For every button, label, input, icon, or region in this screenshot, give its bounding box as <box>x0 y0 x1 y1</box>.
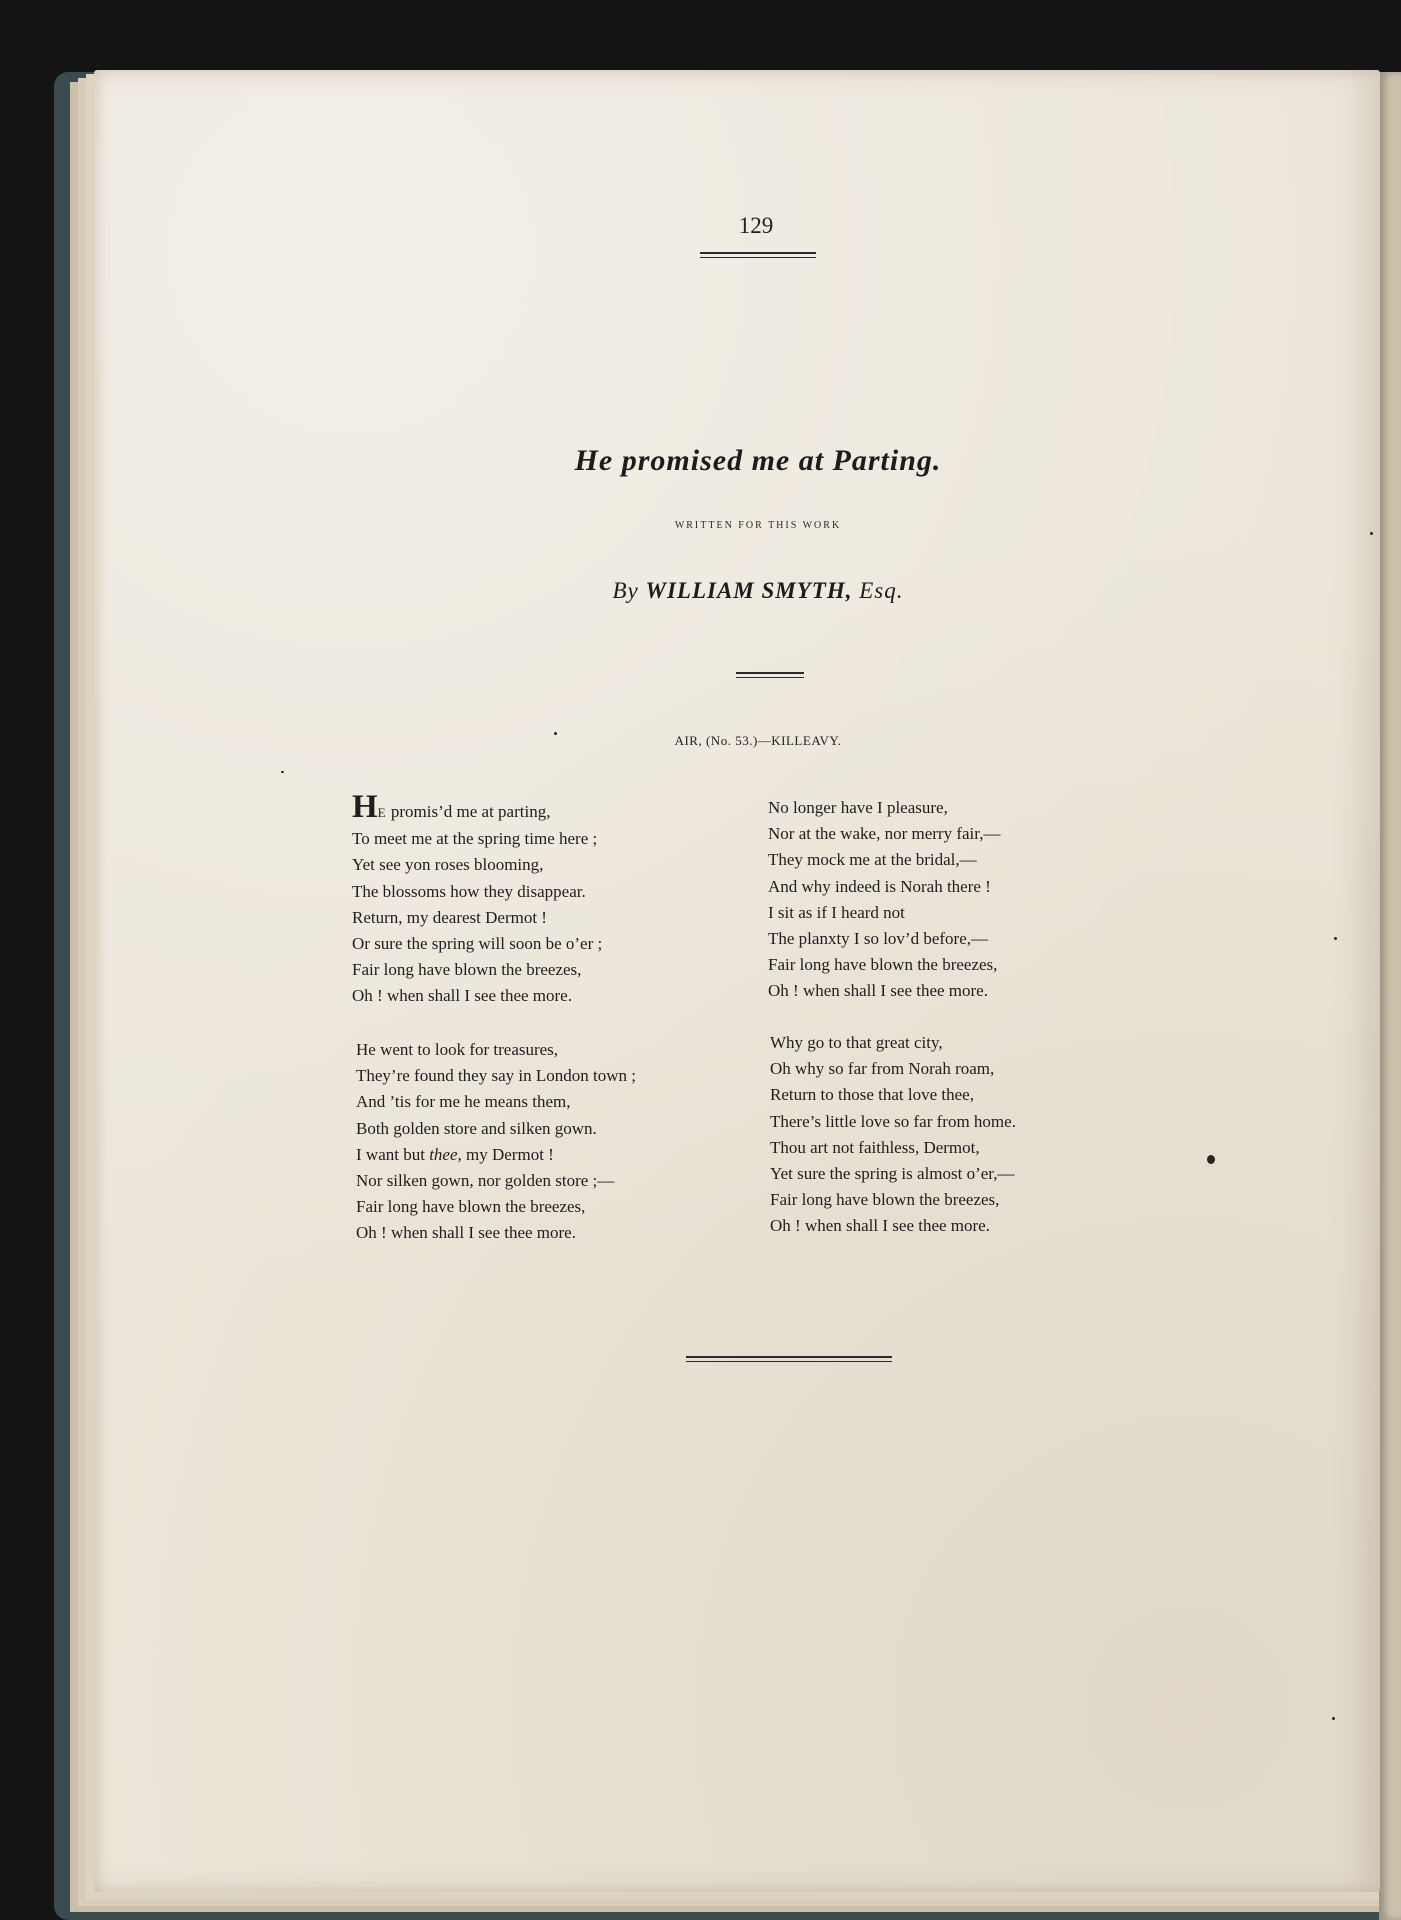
stanza-line: And ’tis for me he means them, <box>356 1092 571 1112</box>
air-line: AIR, (No. 53.)—KILLEAVY. <box>674 733 842 748</box>
right-page-stack <box>1379 72 1401 1920</box>
stanza-line: Why go to that great city, <box>770 1033 943 1052</box>
stanza-line: Fair long have blown the breezes, <box>356 1197 586 1217</box>
ink-speck <box>1370 532 1373 535</box>
section-rule <box>736 672 804 678</box>
stanza-line: Nor at the wake, nor merry fair,— <box>768 824 1001 844</box>
ink-speck <box>1207 1155 1215 1164</box>
stanza-2 <box>356 1037 636 1247</box>
stanza-line: Oh ! when shall I see thee more. <box>770 1216 990 1236</box>
stanza-line <box>352 789 602 826</box>
stanza-line: Oh ! when shall I see thee more. <box>768 981 988 1001</box>
stanza-line: Oh why so far from Norah roam, <box>770 1059 995 1079</box>
stanza-line: Both golden store and silken gown. <box>356 1118 597 1138</box>
line-text: my Dermot ! <box>461 1144 554 1164</box>
stanza-line: Return to those that love thee, <box>770 1085 974 1105</box>
stanza-4 <box>770 1030 1016 1240</box>
stanza-line: The planxty I so lov’d before,— <box>768 929 988 949</box>
ink-speck <box>1332 1717 1335 1720</box>
line-text: I want but <box>356 1144 430 1164</box>
stanza-line: They mock me at the bridal,— <box>768 850 977 870</box>
author-prefix: By <box>612 578 639 603</box>
italic-word: thee, <box>429 1144 462 1164</box>
stanza-line: Yet sure the spring is almost o’er,— <box>770 1164 1015 1184</box>
drop-cap: H <box>352 789 378 825</box>
stanza-line: Fair long have blown the breezes, <box>352 960 582 980</box>
stanza-line: He went to look for treasures, <box>356 1040 559 1059</box>
stanza-3 <box>768 795 1001 1005</box>
stanza-line: They’re found they say in London town ; <box>356 1066 636 1086</box>
ink-speck <box>554 732 557 735</box>
footer-rule <box>686 1356 892 1362</box>
author-suffix: Esq. <box>859 578 904 603</box>
line-text: promis’d me at parting, <box>386 802 551 821</box>
stanza-line: Oh ! when shall I see thee more. <box>356 1223 576 1243</box>
stanza-line: Thou art not faithless, Dermot, <box>770 1137 980 1157</box>
ink-speck <box>281 771 284 773</box>
stanza-line: Nor silken gown, nor golden store ;— <box>356 1171 615 1191</box>
song-subtitle: WRITTEN FOR THIS WORK <box>674 520 842 531</box>
page-number: 129 <box>738 213 774 238</box>
stanza-line: Oh ! when shall I see thee more. <box>352 986 572 1006</box>
small-caps: E <box>377 805 387 820</box>
stanza-line: I sit as if I heard not <box>768 902 905 922</box>
stanza-line: There’s little love so far from home. <box>770 1111 1016 1131</box>
stanza-line: Yet see yon roses blooming, <box>352 855 544 875</box>
author-name: WILLIAM SMYTH, <box>645 578 853 603</box>
stanza-line: And why indeed is Norah there ! <box>768 876 991 896</box>
song-author <box>400 578 1116 604</box>
stanza-line: Return, my dearest Dermot ! <box>352 907 547 927</box>
stanza-line: The blossoms how they disappear. <box>352 881 586 901</box>
stanza-line: Fair long have blown the breezes, <box>770 1190 1000 1210</box>
stanza-line: No longer have I pleasure, <box>768 798 948 817</box>
ink-speck <box>1334 937 1337 940</box>
stanza-line: Fair long have blown the breezes, <box>768 955 998 975</box>
stanza-1 <box>352 789 603 1010</box>
header-rule <box>700 252 816 258</box>
book-page <box>94 70 1380 1892</box>
song-title: He promised me at Parting. <box>574 444 942 477</box>
stanza-line: Or sure the spring will soon be o’er ; <box>352 934 603 954</box>
stanza-line: To meet me at the spring time here ; <box>352 829 598 849</box>
stanza-line <box>356 1142 636 1168</box>
